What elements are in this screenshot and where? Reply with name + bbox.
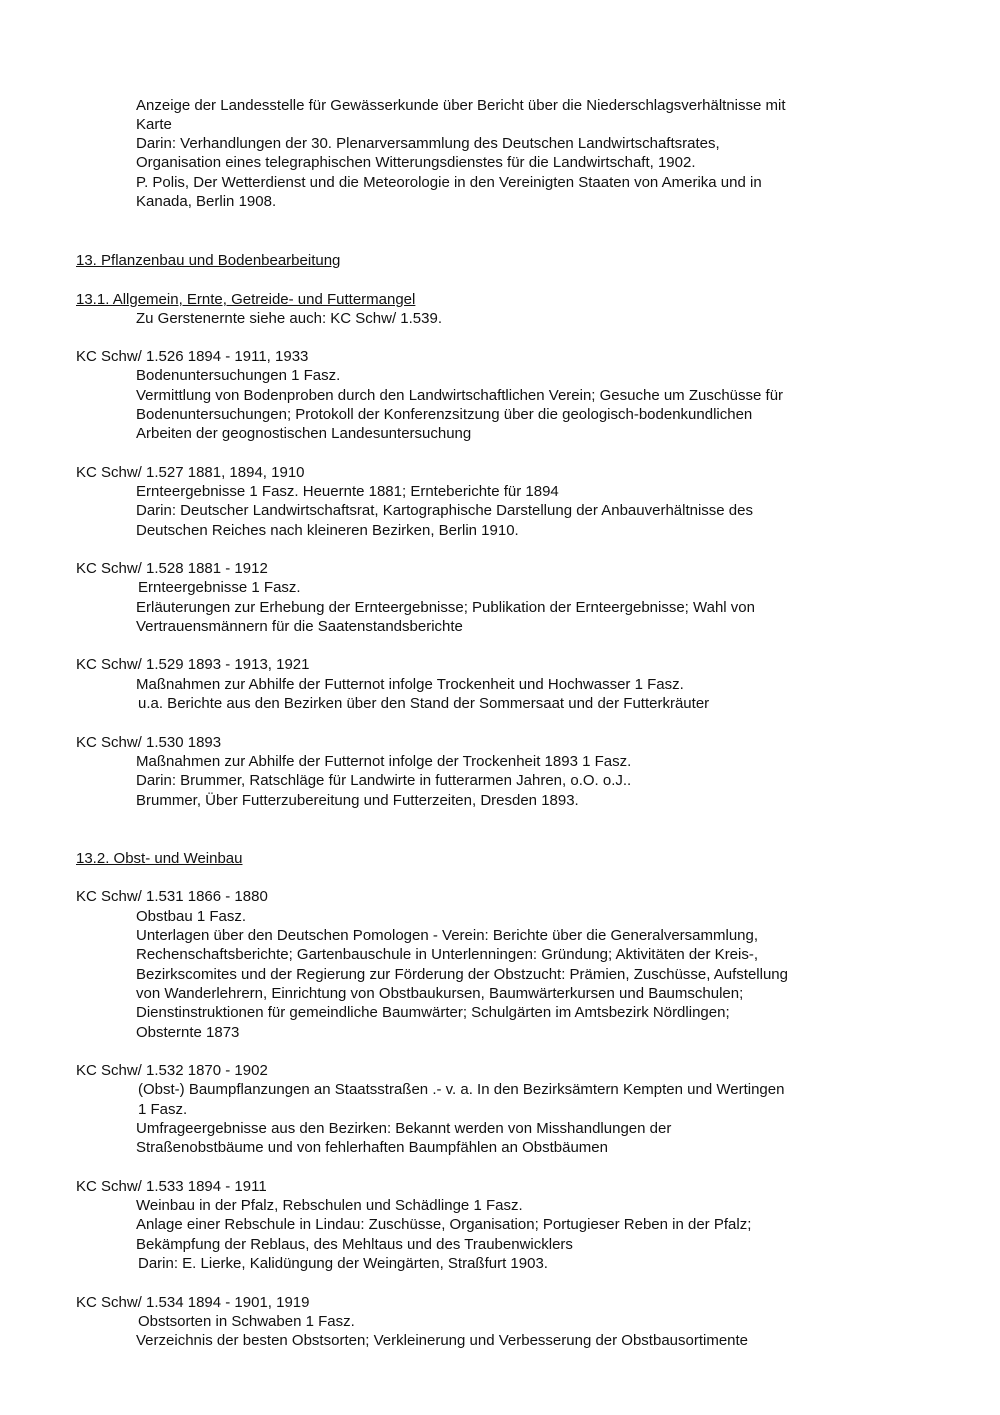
section-heading: 13. Pflanzenbau und Bodenbearbeitung xyxy=(76,252,341,269)
subsection-heading: 13.2. Obst- und Weinbau xyxy=(76,850,243,867)
record-signature: KC Schw/ 1.528 1881 - 1912 xyxy=(76,560,268,577)
record-title: Weinbau in der Pfalz, Rebschulen und Schädlinge 1 Fasz. xyxy=(136,1197,523,1214)
record-signature: KC Schw/ 1.529 1893 - 1913, 1921 xyxy=(76,656,310,673)
record-title: Obstsorten in Schwaben 1 Fasz. xyxy=(138,1313,355,1330)
text-line: Verzeichnis der besten Obstsorten; Verkleinerung und Verbesserung der Obstbausortimente xyxy=(136,1332,749,1349)
text-line: Anlage einer Rebschule in Lindau: Zuschüsse, Organisation; Portugieser Reben in der Pfalz; xyxy=(136,1216,752,1233)
text-line: Obsternte 1873 xyxy=(136,1024,240,1041)
subsection-heading: 13.1. Allgemein, Ernte, Getreide- und Futtermangel xyxy=(76,291,416,308)
text-line: von Wanderlehrern, Einrichtung von Obstbaukursen, Baumwärterkursen und Baumschulen; xyxy=(136,985,744,1002)
text-line: P. Polis, Der Wetterdienst und die Meteorologie in den Vereinigten Staaten von Amerika und in xyxy=(136,174,762,191)
text-line: Darin: Brummer, Ratschläge für Landwirte in futterarmen Jahren, o.O. o.J.. xyxy=(136,772,632,789)
text-line: Vertrauensmännern für die Saatenstandsberichte xyxy=(136,618,463,635)
record-signature: KC Schw/ 1.532 1870 - 1902 xyxy=(76,1062,268,1079)
record-signature: KC Schw/ 1.530 1893 xyxy=(76,734,222,751)
record-title: Maßnahmen zur Abhilfe der Futternot infolge Trockenheit und Hochwasser 1 Fasz. xyxy=(136,676,684,693)
text-line: Bodenuntersuchungen; Protokoll der Konferenzsitzung über die geologisch-bodenkundlichen xyxy=(136,406,753,423)
text-line: Organisation eines telegraphischen Witterungsdienstes für die Landwirtschaft, 1902. xyxy=(136,154,696,171)
record-title: (Obst-) Baumpflanzungen an Staatsstraßen .- v. a. In den Bezirksämtern Kempten und Wertingen xyxy=(138,1081,785,1098)
text-line: Deutschen Reiches nach kleineren Bezirken, Berlin 1910. xyxy=(136,522,519,539)
text-line: Zu Gerstenernte siehe auch: KC Schw/ 1.539. xyxy=(136,310,442,327)
text-line: Anzeige der Landesstelle für Gewässerkunde über Bericht über die Niederschlagsverhältnisse mit xyxy=(136,97,786,114)
text-line: Darin: E. Lierke, Kalidüngung der Weingärten, Straßfurt 1903. xyxy=(138,1255,548,1272)
text-line: Umfrageergebnisse aus den Bezirken: Bekannt werden von Misshandlungen der xyxy=(136,1120,672,1137)
text-line: Straßenobstbäume und von fehlerhaften Baumpfählen an Obstbäumen xyxy=(136,1139,608,1156)
text-line: Darin: Deutscher Landwirtschaftsrat, Kartographische Darstellung der Anbauverhältnisse des xyxy=(136,502,753,519)
text-line: Kanada, Berlin 1908. xyxy=(136,193,277,210)
record-signature: KC Schw/ 1.533 1894 - 1911 xyxy=(76,1178,267,1195)
text-line: Unterlagen über den Deutschen Pomologen - Verein: Berichte über die Generalversammlung, xyxy=(136,927,759,944)
text-line: Karte xyxy=(136,116,172,133)
text-line: 1 Fasz. xyxy=(138,1101,188,1118)
text-line: Bekämpfung der Reblaus, des Mehltaus und des Traubenwicklers xyxy=(136,1236,573,1253)
record-signature: KC Schw/ 1.531 1866 - 1880 xyxy=(76,888,268,905)
text-line: Bezirkscomites und der Regierung zur Förderung der Obstzucht: Prämien, Zuschüsse, Aufstellung xyxy=(136,966,788,983)
text-line: Rechenschaftsberichte; Gartenbauschule in Unterlenningen: Gründung; Aktivitäten der Kreis-, xyxy=(136,946,759,963)
record-title: Bodenuntersuchungen 1 Fasz. xyxy=(136,367,341,384)
text-line: Darin: Verhandlungen der 30. Plenarversammlung des Deutschen Landwirtschaftsrates, xyxy=(136,135,720,152)
text-line: Vermittlung von Bodenproben durch den Landwirtschaftlichen Verein; Gesuche um Zuschüsse für xyxy=(136,387,784,404)
record-title: Ernteergebnisse 1 Fasz. xyxy=(138,579,301,596)
text-line: Erläuterungen zur Erhebung der Ernteergebnisse; Publikation der Ernteergebnisse; Wahl von xyxy=(136,599,755,616)
record-title: Ernteergebnisse 1 Fasz. Heuernte 1881; Ernteberichte für 1894 xyxy=(136,483,559,500)
record-title: Obstbau 1 Fasz. xyxy=(136,908,247,925)
record-signature: KC Schw/ 1.526 1894 - 1911, 1933 xyxy=(76,348,309,365)
text-line: Arbeiten der geognostischen Landesuntersuchung xyxy=(136,425,472,442)
text-line: Dienstinstruktionen für gemeindliche Baumwärter; Schulgärten im Amtsbezirk Nördlingen; xyxy=(136,1004,730,1021)
text-line: u.a. Berichte aus den Bezirken über den Stand der Sommersaat und der Futterkräuter xyxy=(138,695,710,712)
record-signature: KC Schw/ 1.527 1881, 1894, 1910 xyxy=(76,464,305,481)
record-signature: KC Schw/ 1.534 1894 - 1901, 1919 xyxy=(76,1294,310,1311)
text-line: Brummer, Über Futterzubereitung und Futterzeiten, Dresden 1893. xyxy=(136,792,579,809)
record-title: Maßnahmen zur Abhilfe der Futternot infolge der Trockenheit 1893 1 Fasz. xyxy=(136,753,632,770)
